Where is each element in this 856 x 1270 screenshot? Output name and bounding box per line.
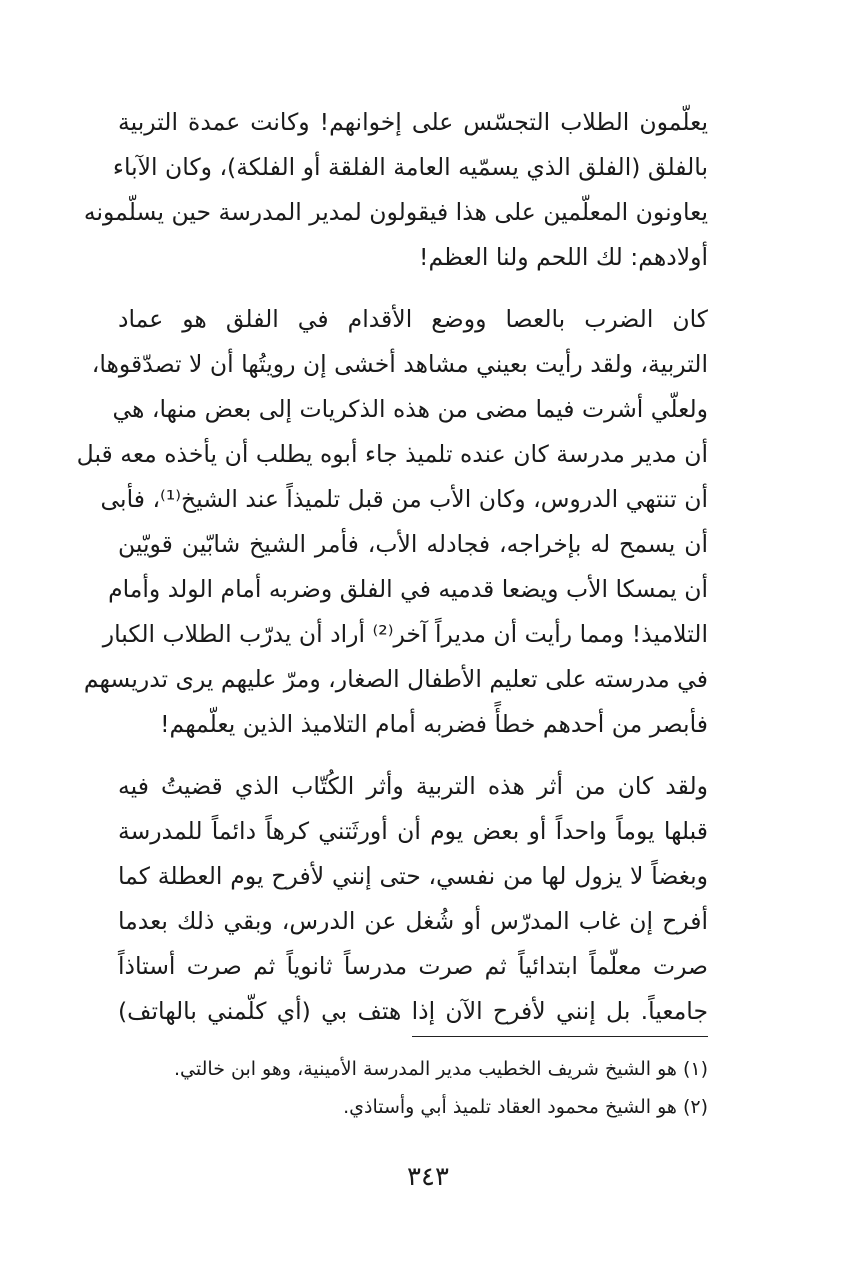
text-line: يعلّمون الطلاب التجسّس على إخوانهم! وكانت عمدة التربية <box>118 108 708 136</box>
footnote-2: (٢) هو الشيخ محمود العقاد تلميذ أبي وأستاذي. <box>343 1096 708 1118</box>
paragraph-3 <box>118 764 708 1034</box>
text-line: أولادهم: لك اللحم ولنا العظم! <box>419 243 708 271</box>
body-text <box>76 100 708 1034</box>
text-line: يعاونون المعلّمين على هذا فيقولون لمدير المدرسة حين يسلّمونه <box>83 198 708 226</box>
text-line: فأبصر من أحدهم خطأً فضربه أمام التلاميذ الذين يعلّمهم! <box>160 710 708 738</box>
footnote-1: (١) هو الشيخ شريف الخطيب مدير المدرسة الأمينية، وهو ابن خالتي. <box>174 1058 708 1080</box>
paragraph-spacer <box>118 280 708 297</box>
text-line: أن مدير مدرسة كان عنده تلميذ جاء أبوه يطلب أن يأخذه معه قبل <box>76 440 708 468</box>
paragraph-spacer <box>118 747 708 764</box>
text-line: ولعلّي أشرت فيما مضى من هذه الذكريات إلى بعض منها، هي <box>112 395 708 423</box>
text-line: قبلها يوماً واحداً أو بعض يوم أن أورثَتني كرهاً دائماً للمدرسة <box>118 817 708 845</box>
text-line: أن تنتهي الدروس، وكان الأب من قبل تلميذاً عند الشيخ⁽¹⁾، فأبى <box>100 485 708 513</box>
text-line: وبغضاً لا يزول لها من نفسي، حتى إنني لأفرح يوم العطلة كما <box>118 862 708 890</box>
text-line: بالفلق (الفلق الذي يسمّيه العامة الفلقة أو الفلكة)، وكان الآباء <box>112 153 708 181</box>
paragraph-2 <box>76 297 708 747</box>
footnotes <box>118 1050 708 1126</box>
footnote-divider <box>412 1036 708 1037</box>
text-line: التلاميذ! ومما رأيت أن مديراً آخر⁽²⁾ أراد أن يدرّب الطلاب الكبار <box>102 620 708 648</box>
paragraph-1 <box>83 100 708 280</box>
text-line: أفرح إن غاب المدرّس أو شُغل عن الدرس، وبقي ذلك بعدما <box>118 907 708 935</box>
text-line: صرت معلّماً ابتدائياً ثم صرت مدرساً ثانوياً ثم صرت أستاذاً <box>118 952 708 980</box>
text-line: أن يسمح له بإخراجه، فجادله الأب، فأمر الشيخ شابّين قويّين <box>118 530 708 558</box>
page-number: ٣٤٣ <box>407 1162 449 1192</box>
text-line: أن يمسكا الأب ويضعا قدميه في الفلق وضربه أمام الولد وأمام <box>108 575 708 603</box>
text-line: التربية، ولقد رأيت بعيني مشاهد أخشى إن رويتُها أن لا تصدّقوها، <box>91 350 708 378</box>
text-line: ولقد كان من أثر هذه التربية وأثر الكُتّاب الذي قضيتُ فيه <box>118 772 708 800</box>
text-line: في مدرسته على تعليم الأطفال الصغار، ومرّ عليهم يرى تدريسهم <box>83 665 708 693</box>
text-line: كان الضرب بالعصا ووضع الأقدام في الفلق هو عماد <box>118 305 708 333</box>
text-line: جامعياً. بل إنني لأفرح الآن إذا هتف بي (أي كلّمني بالهاتف) <box>118 997 708 1025</box>
